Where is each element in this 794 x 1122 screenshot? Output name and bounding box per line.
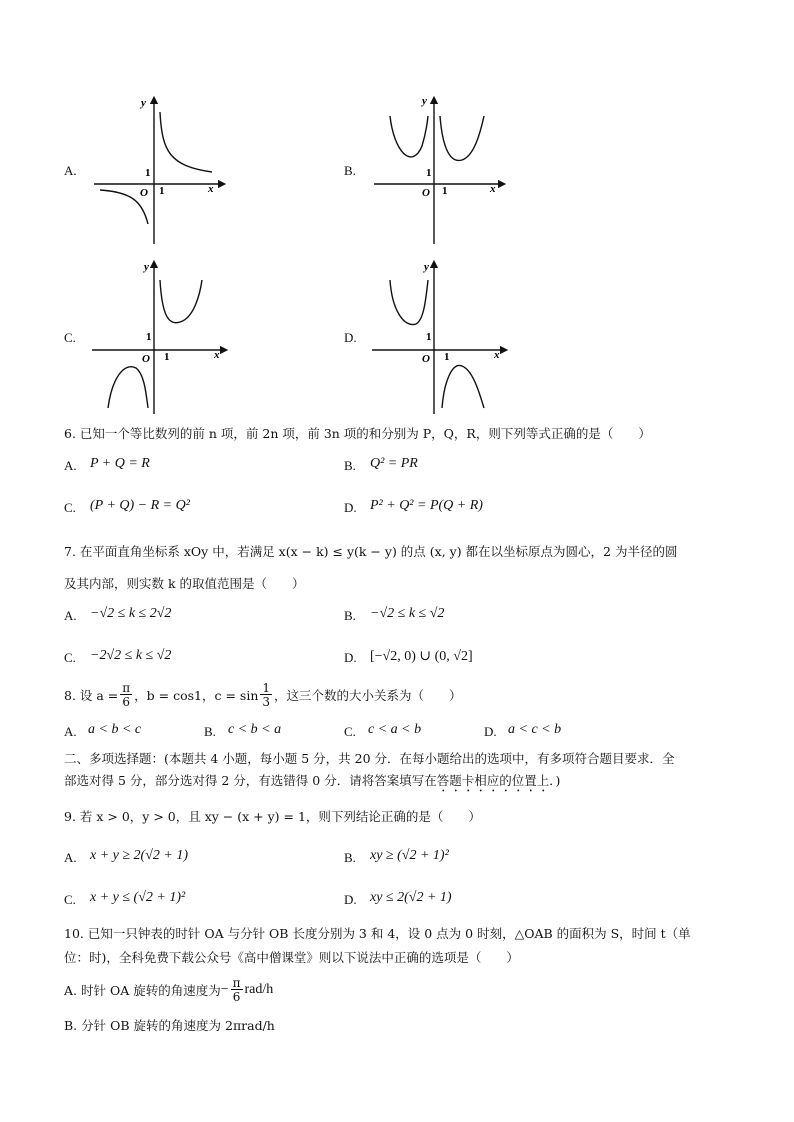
graph-d bbox=[370, 258, 510, 418]
q10-stem-line2: 位：时)，全科免费下载公众号《高中僧课堂》则以下说法中正确的选项是（ ） bbox=[64, 950, 519, 965]
q7-option-b-label: B. bbox=[344, 608, 356, 623]
q8-c-denominator: 3 bbox=[262, 695, 271, 709]
q7-option-a-text: −√2 ≤ k ≤ 2√2 bbox=[90, 606, 172, 621]
q8-a-denominator: 6 bbox=[122, 695, 131, 709]
q8-option-b-label: B. bbox=[204, 724, 216, 739]
q10-option-a bbox=[64, 977, 273, 1003]
q6-option-a-text: P + Q = R bbox=[90, 456, 150, 471]
q10-option-a-prefix: A. 时针 OA 旋转的角速度为 bbox=[64, 983, 221, 998]
q8-option-d-text: a < c < b bbox=[508, 722, 562, 737]
graph-option-a-label: A. bbox=[64, 163, 77, 178]
graph-d-origin: O bbox=[422, 353, 430, 365]
section2-line1: 二、多项选择题：(本题共 4 小题，每小题 5 分，共 20 分．在每小题给出的选项中，有多项符合题目要求．全 bbox=[64, 751, 675, 766]
q7-option-a-label: A. bbox=[64, 608, 77, 623]
q9-stem: 9. 若 x > 0，y > 0，且 xy − (x + y) = 1，则下列结论正确的是（ ） bbox=[64, 809, 481, 824]
graph-b-x-one: 1 bbox=[442, 185, 448, 197]
q8-mid: ，b = cos1，c = sin bbox=[134, 688, 259, 703]
q8-option-d-label: D. bbox=[484, 724, 497, 739]
graph-b-x-label: x bbox=[490, 183, 496, 195]
graph-option-b-label: B. bbox=[344, 163, 356, 178]
q9-option-b-label: B. bbox=[344, 850, 356, 865]
q10-option-a-unit: rad/h bbox=[244, 982, 274, 997]
q10-option-a-fraction bbox=[231, 977, 243, 1003]
graph-c-x-label: x bbox=[214, 349, 220, 361]
q8-suffix: ，这三个数的大小关系为（ ） bbox=[274, 688, 462, 703]
q10-option-a-denominator: 6 bbox=[232, 990, 241, 1004]
q6-option-c-text: (P + Q) − R = Q² bbox=[90, 498, 190, 513]
q6-option-d-text: P² + Q² = P(Q + R) bbox=[370, 498, 483, 513]
q8-prefix: 8. 设 a = bbox=[64, 688, 119, 703]
q9-option-c-text: x + y ≤ (√2 + 1)² bbox=[90, 890, 186, 905]
graph-c-x-one: 1 bbox=[164, 351, 170, 363]
q7-stem-line2: 及其内部，则实数 k 的取值范围是（ ） bbox=[64, 576, 305, 591]
graph-c-origin: O bbox=[142, 353, 150, 365]
section2-line2-dotted: 答题卡相应的位置上 bbox=[436, 773, 550, 788]
q9-option-b-text: xy ≥ (√2 + 1)² bbox=[370, 848, 449, 863]
graph-a-y-label: y bbox=[141, 97, 146, 109]
q9-option-d-text: xy ≤ 2(√2 + 1) bbox=[370, 890, 452, 905]
section2-line2 bbox=[64, 771, 560, 795]
q8-stem bbox=[64, 682, 462, 708]
q7-option-d-label: D. bbox=[344, 650, 357, 665]
q6-option-a-label: A. bbox=[64, 458, 77, 473]
q9-option-c-label: C. bbox=[64, 892, 76, 907]
q7-option-c-text: −2√2 ≤ k ≤ √2 bbox=[90, 648, 172, 663]
graph-c-y-label: y bbox=[144, 261, 149, 273]
graph-d-y-label: y bbox=[424, 261, 429, 273]
graph-a bbox=[90, 92, 230, 252]
graph-b-origin: O bbox=[422, 187, 430, 199]
q8-c-fraction bbox=[260, 682, 272, 708]
graph-a-x-label: x bbox=[208, 183, 214, 195]
q6-option-c-label: C. bbox=[64, 500, 76, 515]
graph-d-x-label: x bbox=[494, 349, 500, 361]
section2-line2-end: ．) bbox=[549, 773, 561, 788]
graph-d-y-one: 1 bbox=[426, 331, 432, 343]
q8-option-a-label: A. bbox=[64, 724, 77, 739]
q6-option-b-text: Q² = PR bbox=[370, 456, 418, 471]
q7-option-b-text: −√2 ≤ k ≤ √2 bbox=[370, 606, 445, 621]
q8-option-c-label: C. bbox=[344, 724, 356, 739]
q6-stem: 6. 已知一个等比数列的前 n 项，前 2n 项，前 3n 项的和分别为 P，Q，R，则下列等式正确的是（ ） bbox=[64, 426, 651, 441]
graph-a-x-one: 1 bbox=[159, 185, 165, 197]
q6-option-d-label: D. bbox=[344, 500, 357, 515]
q10-option-b: B. 分针 OB 旋转的角速度为 2πrad/h bbox=[64, 1018, 275, 1033]
q7-option-d-text: [−√2, 0) ∪ (0, √2] bbox=[370, 649, 473, 664]
q9-option-a-text: x + y ≥ 2(√2 + 1) bbox=[90, 848, 189, 863]
q8-a-numerator: π bbox=[122, 681, 131, 695]
q6-option-b-label: B. bbox=[344, 458, 356, 473]
graph-a-origin: O bbox=[140, 187, 148, 199]
graph-c bbox=[90, 258, 230, 418]
section2-line2-plain: 部选对得 5 分，部分选对得 2 分，有选错得 0 分．请将答案填写在 bbox=[64, 773, 437, 788]
graph-b-y-label: y bbox=[422, 95, 427, 107]
graph-b bbox=[370, 92, 510, 252]
q8-a-fraction bbox=[120, 682, 132, 708]
q9-option-a-label: A. bbox=[64, 850, 77, 865]
graph-b-y-one: 1 bbox=[426, 167, 432, 179]
q7-option-c-label: C. bbox=[64, 650, 76, 665]
q8-option-a-text: a < b < c bbox=[88, 722, 142, 737]
q8-c-numerator: 1 bbox=[262, 681, 271, 695]
graph-option-c-label: C. bbox=[64, 330, 76, 345]
q10-stem-line1: 10. 已知一只钟表的时针 OA 与分针 OB 长度分别为 3 和 4，设 0 点为 0 时刻，△OAB 的面积为 S，时间 t（单 bbox=[64, 926, 691, 941]
graph-option-d-label: D. bbox=[344, 330, 357, 345]
q10-option-a-sign: − bbox=[220, 982, 229, 997]
q9-option-d-label: D. bbox=[344, 892, 357, 907]
graph-c-y-one: 1 bbox=[146, 331, 152, 343]
graph-a-y-one: 1 bbox=[145, 167, 151, 179]
graph-d-x-one: 1 bbox=[444, 351, 450, 363]
q8-option-b-text: c < b < a bbox=[228, 722, 282, 737]
q7-stem-line1: 7. 在平面直角坐标系 xOy 中，若满足 x(x − k) ≤ y(k − y) 的点 (x, y) 都在以坐标原点为圆心，2 为半径的圆 bbox=[64, 544, 678, 559]
q8-option-c-text: c < a < b bbox=[368, 722, 422, 737]
q10-option-a-numerator: π bbox=[232, 976, 241, 990]
